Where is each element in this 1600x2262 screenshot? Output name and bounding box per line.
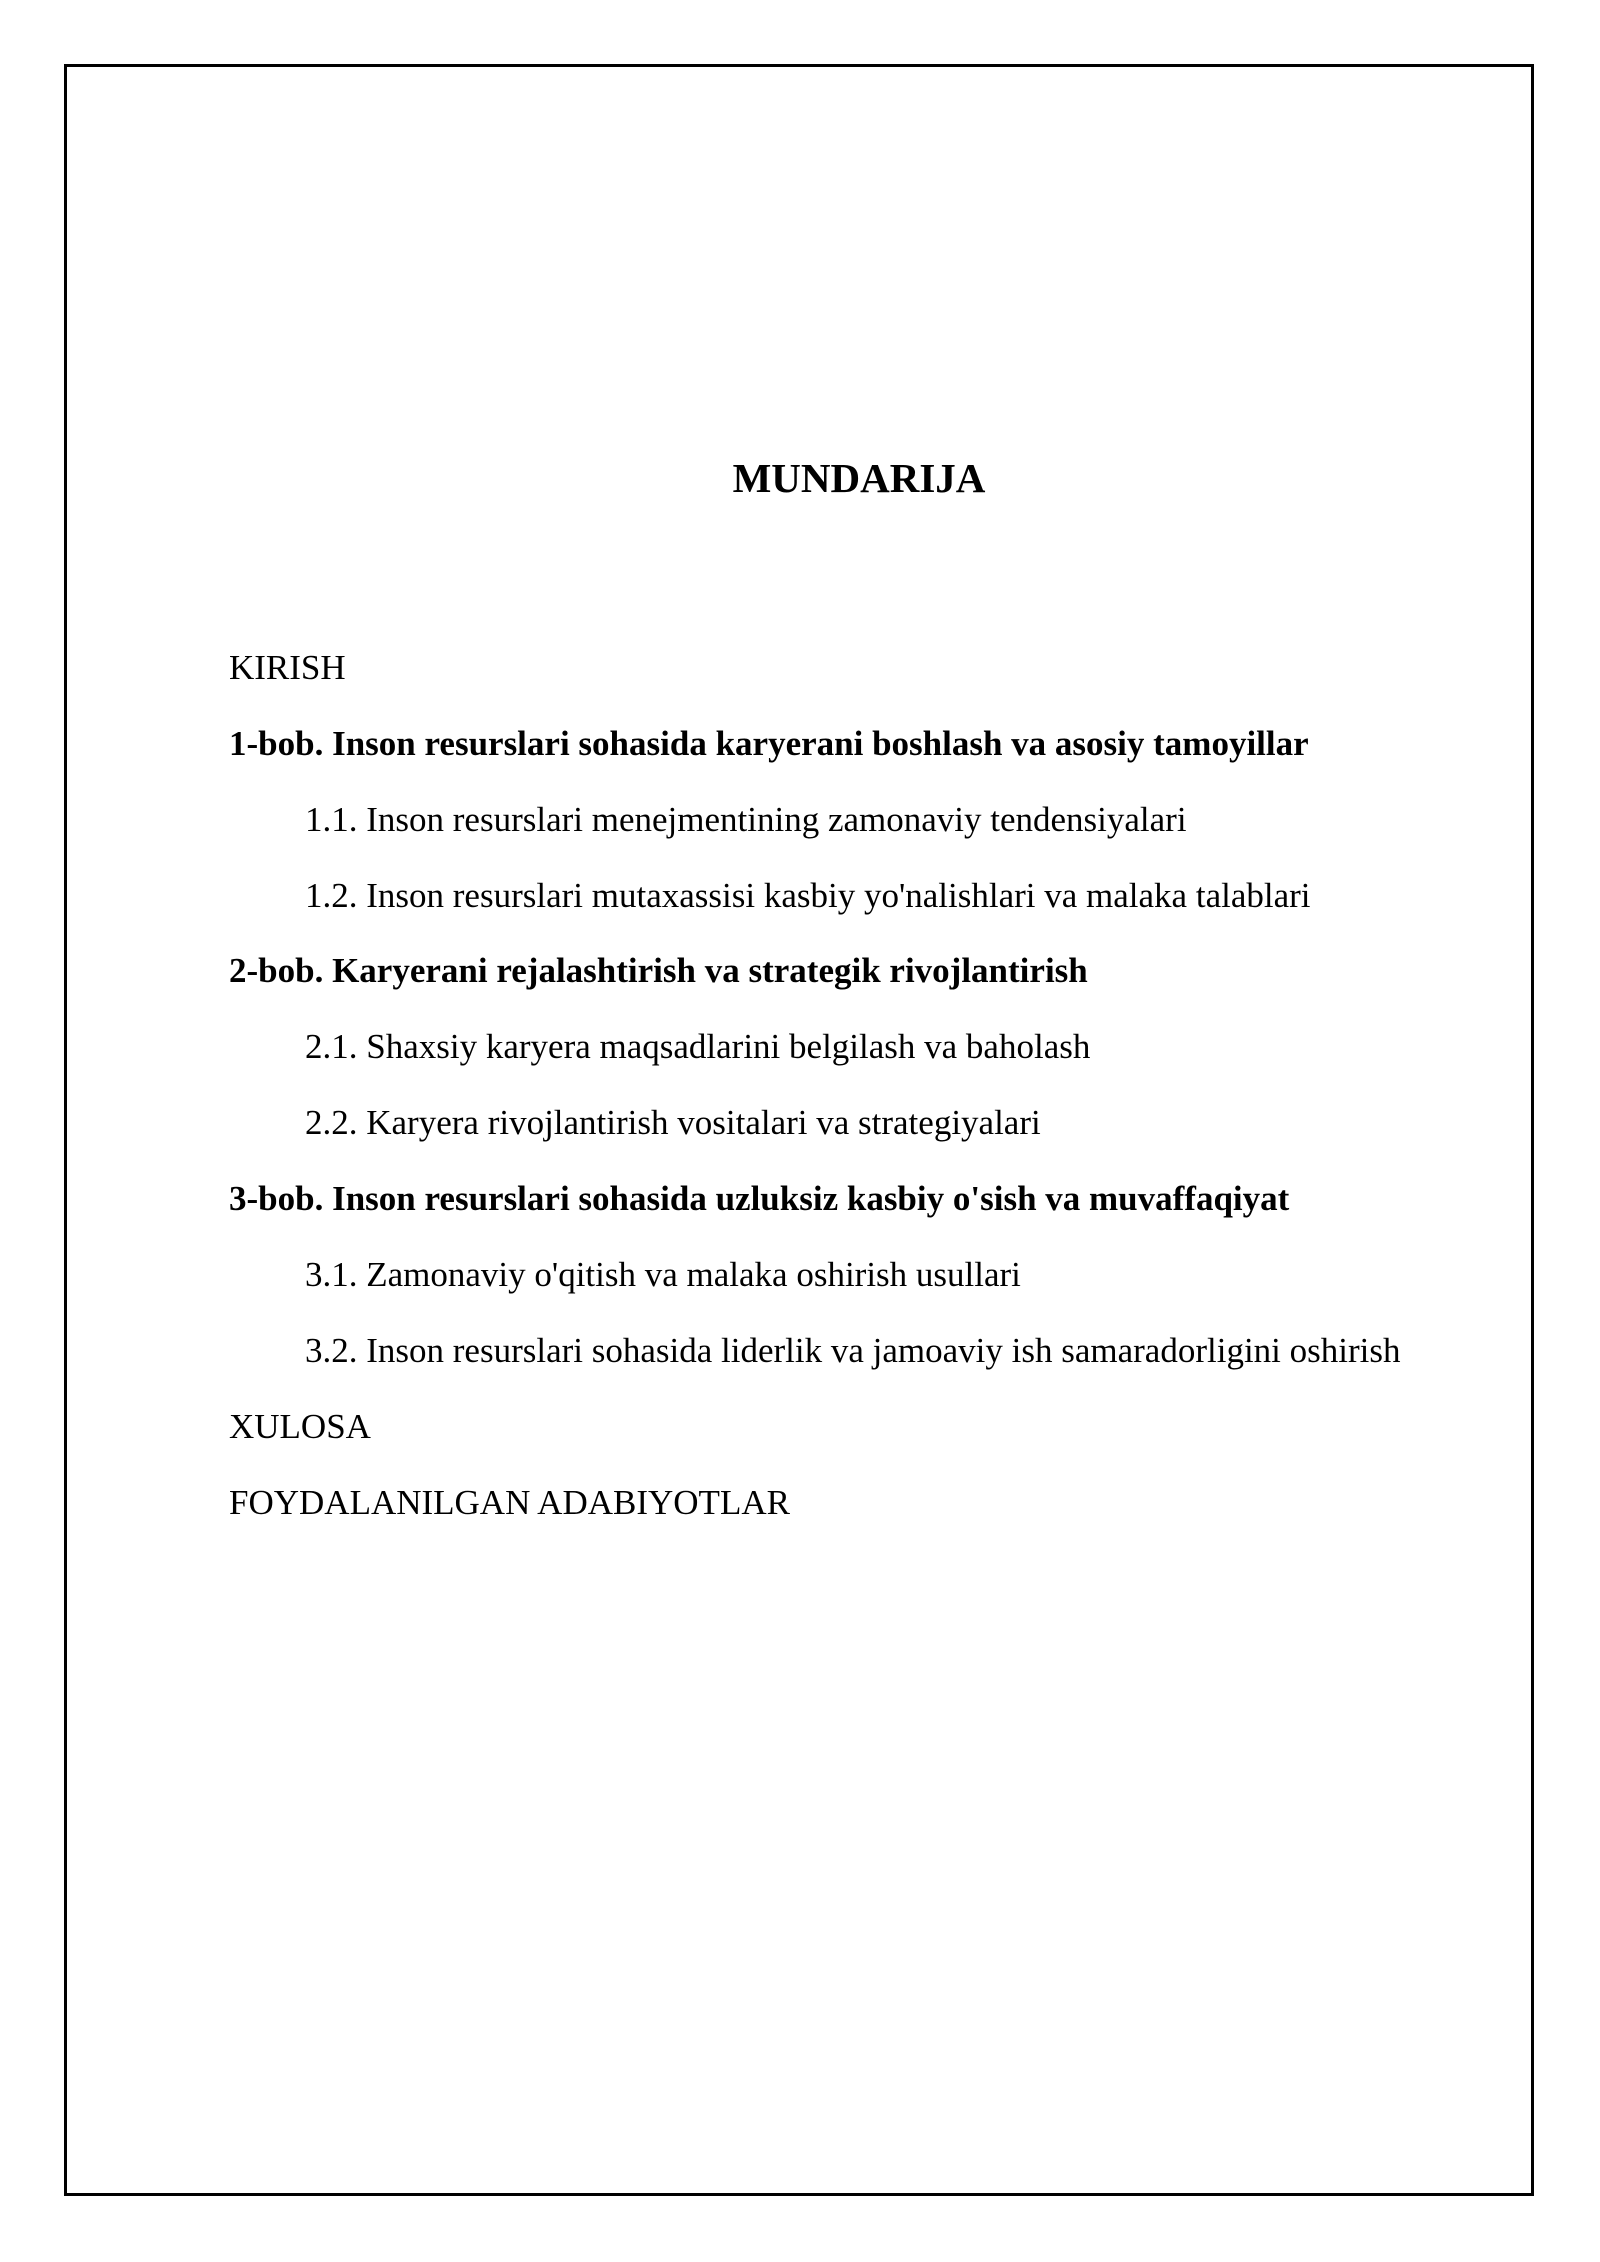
toc-chapter-2: 2-bob. Karyerani rejalashtirish va strategik rivojlantirish bbox=[229, 951, 1088, 990]
toc-section-3-2: 3.2. Inson resurslari sohasida liderlik va jamoaviy ish samaradorligini oshirish bbox=[305, 1331, 1401, 1370]
toc-section-2-2: 2.2. Karyera rivojlantirish vositalari va strategiyalari bbox=[305, 1103, 1041, 1142]
toc-section-2-1: 2.1. Shaxsiy karyera maqsadlarini belgilash va baholash bbox=[305, 1027, 1091, 1066]
page-title: MUNDARIJA bbox=[732, 455, 986, 501]
toc-section-1-2: 1.2. Inson resurslari mutaxassisi kasbiy yo'nalishlari va malaka talablari bbox=[305, 876, 1311, 915]
toc-item-intro: KIRISH bbox=[229, 648, 346, 687]
toc-section-1-1: 1.1. Inson resurslari menejmentining zamonaviy tendensiyalari bbox=[305, 800, 1187, 839]
toc-section-3-1: 3.1. Zamonaviy o'qitish va malaka oshirish usullari bbox=[305, 1255, 1021, 1294]
toc-item-references: FOYDALANILGAN ADABIYOTLAR bbox=[229, 1483, 790, 1522]
toc-chapter-1: 1-bob. Inson resurslari sohasida karyerani boshlash va asosiy tamoyillar bbox=[229, 724, 1309, 763]
toc-item-conclusion: XULOSA bbox=[229, 1407, 371, 1446]
toc-chapter-3: 3-bob. Inson resurslari sohasida uzluksiz kasbiy o'sish va muvaffaqiyat bbox=[229, 1179, 1290, 1218]
